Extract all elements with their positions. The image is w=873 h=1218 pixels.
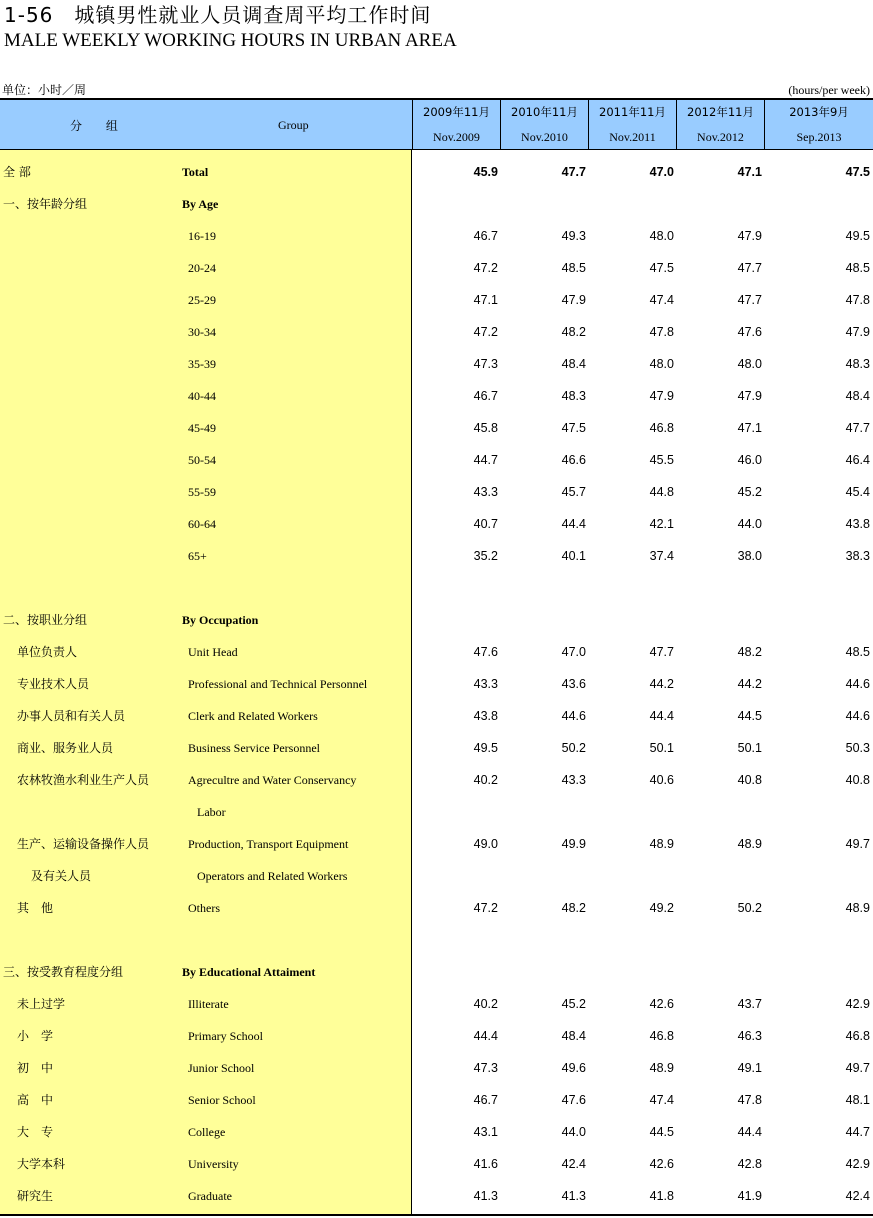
row-value: 42.9 <box>845 997 870 1011</box>
row-value: 44.7 <box>473 453 498 467</box>
row-value: 48.4 <box>561 357 586 371</box>
row-value: 44.0 <box>561 1125 586 1139</box>
row-value: 47.2 <box>473 901 498 915</box>
row-value: 47.6 <box>561 1093 586 1107</box>
row-label-en: Business Service Personnel <box>188 741 320 755</box>
row-label-en: By Educational Attaiment <box>182 965 316 979</box>
row-value: 46.8 <box>845 1029 870 1043</box>
table-row <box>0 732 873 764</box>
row-value: 44.0 <box>737 517 762 531</box>
row-value: 40.6 <box>649 773 674 787</box>
row-value: 37.4 <box>649 549 674 563</box>
table-row <box>0 380 873 412</box>
header-year-2009: 2009年11月 Nov.2009 <box>412 100 500 150</box>
row-label-en: 60-64 <box>188 517 216 531</box>
row-label-cn: 初 中 <box>17 1061 54 1075</box>
table-row <box>0 988 873 1020</box>
row-value: 45.2 <box>737 485 762 499</box>
header-year-2013: 2013年9月 Sep.2013 <box>764 100 873 150</box>
row-value: 49.2 <box>649 901 674 915</box>
row-value: 47.7 <box>649 645 674 659</box>
table-row <box>0 156 873 188</box>
row-value: 43.3 <box>561 773 586 787</box>
row-value: 42.9 <box>845 1157 870 1171</box>
row-value: 47.0 <box>649 165 674 179</box>
row-value: 48.5 <box>845 261 870 275</box>
table-row <box>0 444 873 476</box>
row-value: 50.2 <box>561 741 586 755</box>
row-value: 44.4 <box>737 1125 762 1139</box>
row-value: 49.9 <box>561 837 586 851</box>
row-label-en: 40-44 <box>188 389 216 403</box>
row-label-cn: 小 学 <box>17 1029 54 1043</box>
unit-label-en: (hours/per week) <box>788 83 870 97</box>
row-value: 46.7 <box>473 229 498 243</box>
row-value: 45.9 <box>473 165 498 179</box>
row-label-cn: 三、按受教育程度分组 <box>3 965 124 979</box>
table-row <box>0 316 873 348</box>
row-value: 48.5 <box>845 645 870 659</box>
row-value: 42.1 <box>649 517 674 531</box>
row-value: 35.2 <box>473 549 498 563</box>
row-value: 38.0 <box>737 549 762 563</box>
row-value: 47.1 <box>737 421 762 435</box>
row-label-cn: 专业技术人员 <box>17 677 90 691</box>
row-value: 46.8 <box>649 421 674 435</box>
row-value: 47.3 <box>473 357 498 371</box>
row-label-cn: 农林牧渔水利业生产人员 <box>17 773 150 787</box>
row-value: 47.6 <box>737 325 762 339</box>
table-row <box>0 188 873 220</box>
row-value: 47.7 <box>561 165 586 179</box>
row-label-en: 55-59 <box>188 485 216 499</box>
row-value: 44.7 <box>845 1125 870 1139</box>
row-label-en: 16-19 <box>188 229 216 243</box>
row-value: 47.9 <box>561 293 586 307</box>
row-value: 40.2 <box>473 773 498 787</box>
row-value: 44.2 <box>649 677 674 691</box>
row-value: 44.4 <box>561 517 586 531</box>
table-row <box>0 828 873 860</box>
row-label-en: 50-54 <box>188 453 216 467</box>
row-value: 47.2 <box>473 325 498 339</box>
row-value: 47.7 <box>737 261 762 275</box>
row-label-en: 65+ <box>188 549 207 563</box>
row-label-en: Primary School <box>188 1029 263 1043</box>
row-value: 50.3 <box>845 741 870 755</box>
table-row <box>0 476 873 508</box>
table-row <box>0 348 873 380</box>
row-label-en: Senior School <box>188 1093 256 1107</box>
row-label-cn: 其 他 <box>17 901 54 915</box>
header-year-2011: 2011年11月 Nov.2011 <box>588 100 676 150</box>
header-group-cn: 分 组 <box>70 119 128 133</box>
row-value: 42.6 <box>649 1157 674 1171</box>
row-label-en: Clerk and Related Workers <box>188 709 318 723</box>
row-label-en: By Occupation <box>182 613 259 627</box>
row-value: 46.6 <box>561 453 586 467</box>
table-bottom-border <box>0 1214 873 1216</box>
row-value: 44.5 <box>649 1125 674 1139</box>
table-row <box>0 284 873 316</box>
row-value: 47.1 <box>473 293 498 307</box>
row-label-en: Professional and Technical Personnel <box>188 677 368 691</box>
row-value: 45.7 <box>561 485 586 499</box>
row-value: 47.9 <box>737 229 762 243</box>
row-value: 49.7 <box>845 837 870 851</box>
row-value: 48.5 <box>561 261 586 275</box>
row-value: 47.0 <box>561 645 586 659</box>
table-row <box>0 1020 873 1052</box>
row-value: 48.2 <box>561 325 586 339</box>
row-label-en: Total <box>182 165 209 179</box>
row-value: 49.0 <box>473 837 498 851</box>
row-value: 44.2 <box>737 677 762 691</box>
row-label-en: Others <box>188 901 220 915</box>
row-value: 45.5 <box>649 453 674 467</box>
row-value: 40.7 <box>473 517 498 531</box>
row-value: 43.6 <box>561 677 586 691</box>
row-value: 49.7 <box>845 1061 870 1075</box>
row-value: 44.8 <box>649 485 674 499</box>
row-value: 44.4 <box>649 709 674 723</box>
row-value: 49.5 <box>473 741 498 755</box>
row-value: 43.1 <box>473 1125 498 1139</box>
row-label-en: Agrecultre and Water Conservancy <box>188 773 357 787</box>
row-value: 47.4 <box>649 1093 674 1107</box>
row-value: 40.2 <box>473 997 498 1011</box>
row-value: 48.2 <box>737 645 762 659</box>
table-row <box>0 572 873 604</box>
row-value: 41.9 <box>737 1189 762 1203</box>
table-row <box>0 860 873 892</box>
row-value: 48.9 <box>737 837 762 851</box>
row-value: 40.1 <box>561 549 586 563</box>
row-value: 46.3 <box>737 1029 762 1043</box>
row-label-cn: 生产、运输设备操作人员 <box>17 837 150 851</box>
row-value: 47.1 <box>737 165 762 179</box>
row-value: 47.8 <box>845 293 870 307</box>
table-row <box>0 1084 873 1116</box>
table-row <box>0 636 873 668</box>
table-row <box>0 892 873 924</box>
row-value: 50.1 <box>649 741 674 755</box>
row-label-en: Junior School <box>188 1061 255 1075</box>
row-value: 45.4 <box>845 485 870 499</box>
row-value: 50.2 <box>737 901 762 915</box>
row-value: 48.3 <box>561 389 586 403</box>
table-row <box>0 1052 873 1084</box>
row-value: 49.3 <box>561 229 586 243</box>
row-value: 47.8 <box>737 1093 762 1107</box>
table-row <box>0 1116 873 1148</box>
row-value: 47.5 <box>845 165 870 179</box>
page-title-cn: 1-56 城镇男性就业人员调查周平均工作时间 <box>4 3 432 27</box>
table-row <box>0 220 873 252</box>
table-row <box>0 956 873 988</box>
row-value: 42.8 <box>737 1157 762 1171</box>
row-value: 48.9 <box>845 901 870 915</box>
table-row <box>0 252 873 284</box>
row-value: 42.4 <box>561 1157 586 1171</box>
table-row <box>0 540 873 572</box>
row-value: 48.0 <box>649 357 674 371</box>
unit-label-cn: 单位：小时／周 <box>2 83 87 97</box>
row-label-en: Labor <box>197 805 226 819</box>
row-label-en: Illiterate <box>188 997 229 1011</box>
row-value: 44.6 <box>845 709 870 723</box>
row-label-en: 20-24 <box>188 261 216 275</box>
row-value: 41.6 <box>473 1157 498 1171</box>
row-value: 49.1 <box>737 1061 762 1075</box>
row-value: 41.8 <box>649 1189 674 1203</box>
row-value: 48.3 <box>845 357 870 371</box>
row-value: 38.3 <box>845 549 870 563</box>
row-label-cn: 未上过学 <box>17 997 66 1011</box>
row-value: 46.0 <box>737 453 762 467</box>
row-value: 44.6 <box>561 709 586 723</box>
row-value: 43.3 <box>473 485 498 499</box>
row-label-en: Production, Transport Equipment <box>188 837 349 851</box>
row-value: 48.4 <box>561 1029 586 1043</box>
row-value: 46.4 <box>845 453 870 467</box>
row-label-cn: 研究生 <box>17 1189 54 1203</box>
header-year-2010: 2010年11月 Nov.2010 <box>500 100 588 150</box>
row-label-en: Unit Head <box>188 645 238 659</box>
row-label-en: College <box>188 1125 226 1139</box>
header-year-2012: 2012年11月 Nov.2012 <box>676 100 764 150</box>
table-row <box>0 604 873 636</box>
row-value: 43.8 <box>473 709 498 723</box>
row-value: 50.1 <box>737 741 762 755</box>
row-value: 47.6 <box>473 645 498 659</box>
row-value: 47.4 <box>649 293 674 307</box>
row-value: 48.1 <box>845 1093 870 1107</box>
table-row <box>0 1148 873 1180</box>
row-value: 46.7 <box>473 389 498 403</box>
row-label-en: 30-34 <box>188 325 216 339</box>
row-value: 47.7 <box>737 293 762 307</box>
row-value: 48.9 <box>649 1061 674 1075</box>
row-value: 46.8 <box>649 1029 674 1043</box>
row-label-cn: 二、按职业分组 <box>3 613 88 627</box>
row-value: 47.5 <box>649 261 674 275</box>
page-title-en: MALE WEEKLY WORKING HOURS IN URBAN AREA <box>4 30 457 51</box>
table-row <box>0 764 873 796</box>
row-value: 48.0 <box>737 357 762 371</box>
row-value: 48.2 <box>561 901 586 915</box>
row-value: 43.8 <box>845 517 870 531</box>
table-row <box>0 412 873 444</box>
row-value: 41.3 <box>473 1189 498 1203</box>
row-value: 49.5 <box>845 229 870 243</box>
row-label-cn: 及有关人员 <box>31 869 92 883</box>
row-label-cn: 大学本科 <box>17 1157 66 1171</box>
table-row <box>0 796 873 828</box>
row-label-en: By Age <box>182 197 219 211</box>
row-label-cn: 办事人员和有关人员 <box>17 709 126 723</box>
row-value: 47.8 <box>649 325 674 339</box>
row-value: 41.3 <box>561 1189 586 1203</box>
table-row <box>0 924 873 956</box>
row-value: 47.9 <box>649 389 674 403</box>
row-label-en: 45-49 <box>188 421 216 435</box>
row-label-cn: 一、按年龄分组 <box>3 197 88 211</box>
row-label-cn: 大 专 <box>17 1125 54 1139</box>
row-value: 44.4 <box>473 1029 498 1043</box>
row-value: 45.2 <box>561 997 586 1011</box>
row-value: 48.0 <box>649 229 674 243</box>
row-value: 44.6 <box>845 677 870 691</box>
table-row <box>0 700 873 732</box>
row-value: 47.9 <box>737 389 762 403</box>
table-row <box>0 1180 873 1212</box>
header-group-en: Group <box>278 118 309 132</box>
row-label-en: University <box>188 1157 239 1171</box>
row-value: 42.4 <box>845 1189 870 1203</box>
row-label-cn: 高 中 <box>17 1093 54 1107</box>
row-value: 40.8 <box>737 773 762 787</box>
row-value: 48.9 <box>649 837 674 851</box>
data-table <box>0 98 873 1218</box>
row-value: 47.3 <box>473 1061 498 1075</box>
row-value: 47.9 <box>845 325 870 339</box>
table-header <box>0 98 873 150</box>
row-label-en: Operators and Related Workers <box>197 869 348 883</box>
row-value: 49.6 <box>561 1061 586 1075</box>
row-value: 47.2 <box>473 261 498 275</box>
row-value: 46.7 <box>473 1093 498 1107</box>
row-value: 48.4 <box>845 389 870 403</box>
row-label-cn: 单位负责人 <box>17 645 78 659</box>
table-row <box>0 668 873 700</box>
row-label-cn: 全 部 <box>3 165 31 179</box>
row-label-en: 25-29 <box>188 293 216 307</box>
row-value: 44.5 <box>737 709 762 723</box>
row-value: 43.7 <box>737 997 762 1011</box>
row-value: 45.8 <box>473 421 498 435</box>
row-value: 43.3 <box>473 677 498 691</box>
row-value: 40.8 <box>845 773 870 787</box>
row-value: 47.5 <box>561 421 586 435</box>
row-label-cn: 商业、服务业人员 <box>17 741 114 755</box>
row-value: 42.6 <box>649 997 674 1011</box>
row-value: 47.7 <box>845 421 870 435</box>
table-row <box>0 508 873 540</box>
row-label-en: Graduate <box>188 1189 232 1203</box>
row-label-en: 35-39 <box>188 357 216 371</box>
